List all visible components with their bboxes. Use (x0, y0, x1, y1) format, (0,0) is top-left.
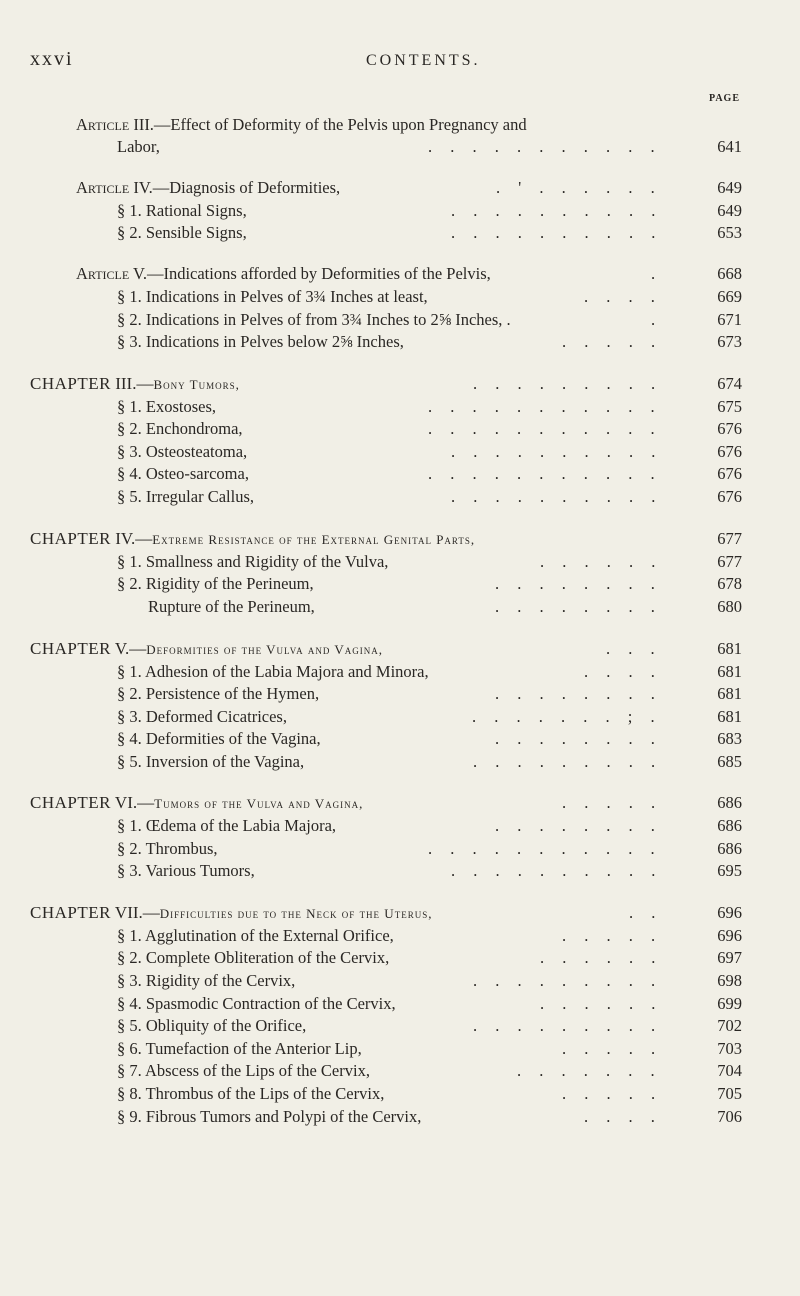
page-number: 702 (717, 1016, 742, 1035)
entry-title: § 1. Smallness and Rigidity of the Vulva, (117, 552, 389, 571)
leader-dots: . . . . . . . . . . . (428, 839, 662, 858)
toc-entry (0, 638, 800, 660)
page-number: 668 (717, 264, 742, 283)
page-number: 676 (717, 419, 742, 438)
leader-dots: . . . . . . (540, 552, 663, 571)
page-number: 681 (717, 662, 742, 681)
toc-entry (0, 947, 800, 969)
entry-title: § 3. Various Tumors, (117, 861, 255, 880)
page-number: 676 (717, 464, 742, 483)
toc-entry (0, 683, 800, 705)
chapter-number: III.— (115, 374, 154, 393)
page-number: 704 (717, 1061, 742, 1080)
leader-dots: . . . . . . . . . . . (428, 137, 662, 156)
toc-entry (0, 1083, 800, 1105)
entry-title: § 1. Agglutination of the External Orifice, (117, 926, 394, 945)
toc-entry (0, 463, 800, 485)
entry-title: § 2. Persistence of the Hymen, (117, 684, 320, 703)
toc-entry (0, 331, 800, 353)
toc-entry (0, 1060, 800, 1082)
leader-dots: . . . . (584, 287, 662, 306)
toc-entry (0, 263, 800, 285)
page-column-label: PAGE (708, 93, 740, 104)
toc-entry (0, 1015, 800, 1037)
chapter-title: Tumors of the Vulva and Vagina, (154, 796, 364, 811)
toc-entry (0, 222, 800, 244)
toc-entry (0, 136, 800, 158)
entry-title: § 5. Inversion of the Vagina, (117, 752, 305, 771)
chapter-label: CHAPTER (30, 374, 111, 393)
page-number: 681 (717, 639, 742, 658)
entry-title: § 2. Rigidity of the Perineum, (117, 574, 314, 593)
toc-entry (0, 815, 800, 837)
page-number: 669 (717, 287, 742, 306)
leader-dots: . . . . . . (540, 948, 663, 967)
chapter-label: CHAPTER (30, 793, 111, 812)
chapter-number: VI.— (114, 793, 155, 812)
leader-dots: . . . . . . . . (495, 574, 662, 593)
entry-title: Labor, (117, 137, 160, 156)
page-number: 675 (717, 397, 742, 416)
entry-title: § 3. Indications in Pelves below 2⅝ Inches, (117, 332, 404, 351)
entry-title: § 8. Thrombus of the Lips of the Cervix, (117, 1084, 385, 1103)
article-title: III.—Effect of Deformity of the Pelvis upon Pregnancy and (133, 115, 527, 134)
leader-dots: . . . . . . . . (495, 816, 662, 835)
page-number: 676 (717, 442, 742, 461)
leader-dots: . . . . . (562, 1084, 663, 1103)
leader-dots: . . . . . . . . . (473, 1016, 663, 1035)
toc-entry (0, 1106, 800, 1128)
leader-dots: . (651, 310, 663, 329)
leader-dots: . . . . . . . . (495, 729, 662, 748)
page-number: 677 (717, 552, 742, 571)
leader-dots: . . . . . . . . . . . (428, 397, 662, 416)
leader-dots: . . . . . . (540, 994, 663, 1013)
entry-title: § 6. Tumefaction of the Anterior Lip, (117, 1039, 362, 1058)
article-title: IV.—Diagnosis of Deformities, (133, 178, 341, 197)
toc-entry (0, 177, 800, 199)
entry-title (76, 177, 340, 199)
toc-entry (0, 286, 800, 308)
entry-title: § 1. Rational Signs, (117, 201, 247, 220)
article-title: V.—Indications afforded by Deformities of the Pelvis, (133, 264, 491, 283)
leader-dots: . . . . . (562, 793, 663, 812)
toc-entry (0, 373, 800, 395)
page-number: 698 (717, 971, 742, 990)
toc-entry (0, 114, 800, 136)
entry-title (30, 792, 363, 815)
page-number: 699 (717, 994, 742, 1013)
toc-entry (0, 418, 800, 440)
leader-dots: . . . . . . . . . (473, 971, 663, 990)
leader-dots: . . . . . (562, 926, 663, 945)
entry-title: § 3. Osteosteatoma, (117, 442, 248, 461)
leader-dots: . . . . . . . ; . (472, 707, 662, 726)
entry-title: Rupture of the Perineum, (148, 597, 315, 616)
page-number: 653 (717, 223, 742, 242)
running-title: CONTENTS. (366, 52, 481, 69)
page-number: 649 (717, 201, 742, 220)
page-number: 685 (717, 752, 742, 771)
toc-entry (0, 396, 800, 418)
leader-dots: . . . . . . . . . (473, 374, 663, 393)
leader-dots: . (651, 264, 663, 283)
leader-dots: . . . . . . . . . (473, 752, 663, 771)
leader-dots: . . . . . (562, 1039, 663, 1058)
page-number: 681 (717, 684, 742, 703)
article-label: Article (76, 264, 130, 283)
chapter-title: Difficulties due to the Neck of the Uterus, (159, 906, 433, 921)
page-number: 686 (717, 839, 742, 858)
toc-entry (0, 1038, 800, 1060)
page-number-roman: xxvi (30, 48, 74, 70)
page-number: 678 (717, 574, 742, 593)
chapter-number: VII.— (114, 903, 160, 922)
entry-title (76, 263, 491, 285)
page-number: 674 (717, 374, 742, 393)
entry-title: § 2. Thrombus, (117, 839, 218, 858)
article-label: Article (76, 178, 130, 197)
toc-entry (0, 993, 800, 1015)
entry-title: § 2. Complete Obliteration of the Cervix, (117, 948, 390, 967)
page-number: 696 (717, 926, 742, 945)
page-number: 696 (717, 903, 742, 922)
leader-dots: . . . . . . . . . . (451, 487, 663, 506)
toc-entry (0, 751, 800, 773)
entry-title (30, 638, 383, 661)
toc-entry (0, 596, 800, 618)
page-number: 706 (717, 1107, 742, 1126)
article-label: Article (76, 115, 130, 134)
toc-entry (0, 486, 800, 508)
page-number: 677 (717, 529, 742, 548)
toc-entry (0, 573, 800, 595)
entry-title: § 3. Deformed Cicatrices, (117, 707, 287, 726)
page-number: 705 (717, 1084, 742, 1103)
entry-title (76, 114, 527, 136)
toc-entry (0, 925, 800, 947)
entry-title: § 1. Exostoses, (117, 397, 216, 416)
page-number: 681 (717, 707, 742, 726)
toc-entry (0, 309, 800, 331)
entry-title: § 1. Indications in Pelves of 3¾ Inches at least, (117, 287, 428, 306)
toc-entry (0, 200, 800, 222)
chapter-title: Extreme Resistance of the External Genital Parts, (152, 532, 476, 547)
leader-dots: . . . (606, 639, 662, 658)
leader-dots: . . . . . . . . (495, 597, 662, 616)
toc-entry (0, 838, 800, 860)
toc-entry (0, 970, 800, 992)
leader-dots: . . . . . . . . (495, 684, 662, 703)
entry-title: § 3. Rigidity of the Cervix, (117, 971, 296, 990)
page-number: 671 (717, 310, 742, 329)
entry-title (30, 528, 475, 551)
page-number: 686 (717, 793, 742, 812)
toc-entry (0, 728, 800, 750)
entry-title: § 2. Enchondroma, (117, 419, 243, 438)
leader-dots: . . . . . . . . . . (451, 223, 663, 242)
leader-dots: . . . . . . . . . . (451, 442, 663, 461)
entry-title: § 7. Abscess of the Lips of the Cervix, (117, 1061, 370, 1080)
leader-dots: . . . . (584, 1107, 662, 1126)
leader-dots: . ' . . . . . . (496, 178, 662, 197)
leader-dots: . . . . . (562, 332, 663, 351)
leader-dots: . . . . . . . . . . (451, 861, 663, 880)
page-number: 641 (717, 137, 742, 156)
chapter-label: CHAPTER (30, 529, 111, 548)
toc-entry (0, 860, 800, 882)
page-number: 680 (717, 597, 742, 616)
entry-title: § 4. Spasmodic Contraction of the Cervix, (117, 994, 396, 1013)
entry-title (30, 373, 240, 396)
chapter-title: Deformities of the Vulva and Vagina, (146, 642, 383, 657)
chapter-title: Bony Tumors, (153, 377, 240, 392)
page-number: 673 (717, 332, 742, 351)
page-number: 686 (717, 816, 742, 835)
entry-title: § 1. Œdema of the Labia Majora, (117, 816, 337, 835)
toc-entry (0, 792, 800, 814)
leader-dots: . . . . . . . . . . . (428, 419, 662, 438)
leader-dots: . . (629, 903, 663, 922)
entry-title: § 1. Adhesion of the Labia Majora and Minora, (117, 662, 429, 681)
toc-entry (0, 661, 800, 683)
entry-title: § 9. Fibrous Tumors and Polypi of the Cervix, (117, 1107, 422, 1126)
entry-title (30, 902, 432, 925)
toc-entry (0, 551, 800, 573)
toc-entry (0, 528, 800, 550)
page-number: 676 (717, 487, 742, 506)
page-number: 649 (717, 178, 742, 197)
page-number: 697 (717, 948, 742, 967)
leader-dots: . . . . . . . . . . (451, 201, 663, 220)
chapter-label: CHAPTER (30, 639, 111, 658)
page-number: 695 (717, 861, 742, 880)
entry-title: § 4. Deformities of the Vagina, (117, 729, 321, 748)
entry-title: § 4. Osteo-sarcoma, (117, 464, 249, 483)
toc-entry (0, 902, 800, 924)
page-number: 703 (717, 1039, 742, 1058)
leader-dots: . . . . (584, 662, 662, 681)
entry-title: § 2. Indications in Pelves of from 3¾ Inches to 2⅝ Inches, . (117, 310, 511, 329)
toc-entry (0, 441, 800, 463)
entry-title: § 2. Sensible Signs, (117, 223, 247, 242)
toc-entry (0, 706, 800, 728)
page-number: 683 (717, 729, 742, 748)
entry-title: § 5. Obliquity of the Orifice, (117, 1016, 307, 1035)
leader-dots: . . . . . . . . . . . (428, 464, 662, 483)
entry-title: § 5. Irregular Callus, (117, 487, 255, 506)
chapter-number: V.— (114, 639, 147, 658)
chapter-number: IV.— (115, 529, 153, 548)
chapter-label: CHAPTER (30, 903, 111, 922)
leader-dots: . . . . . . . (517, 1061, 662, 1080)
